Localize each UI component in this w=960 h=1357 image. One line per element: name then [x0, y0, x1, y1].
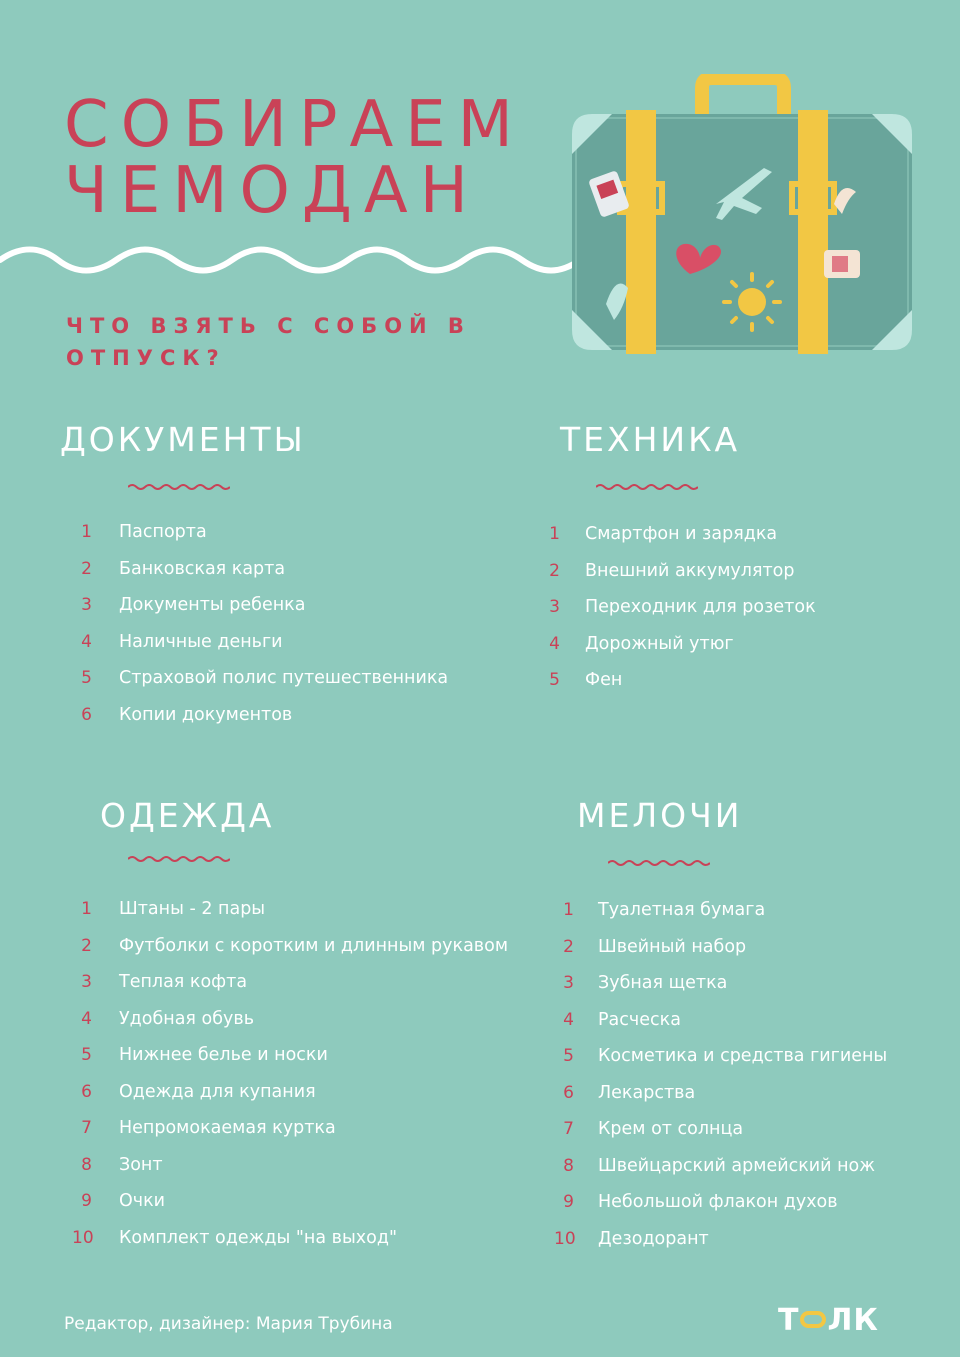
item-number: 8	[81, 1154, 92, 1175]
item-text: Косметика и средства гигиены	[598, 1046, 888, 1066]
list-item	[72, 595, 512, 632]
item-number: 6	[81, 704, 92, 725]
logo-letters-right: ЛК	[827, 1303, 879, 1338]
item-text: Футболки с коротким и длинным рукавом	[119, 935, 509, 956]
item-text: Копии документов	[119, 704, 293, 725]
item-text: Лекарства	[598, 1082, 696, 1103]
list-item	[72, 1155, 522, 1192]
list-item	[540, 524, 940, 561]
item-text: Комплект одежды "на выход"	[119, 1227, 397, 1248]
item-number: 3	[81, 972, 92, 992]
list-item	[540, 561, 940, 598]
list-item	[72, 559, 512, 596]
tech-section	[560, 420, 740, 459]
list-item	[540, 597, 940, 634]
list-item	[72, 632, 512, 669]
item-number: 2	[81, 558, 92, 579]
misc-heading: МЕЛОЧИ	[577, 796, 743, 835]
item-number: 3	[81, 595, 92, 615]
item-number: 1	[563, 900, 574, 920]
item-number: 1	[81, 899, 92, 919]
tech-underline	[596, 482, 698, 492]
item-text: Швейцарский армейский нож	[598, 1155, 876, 1176]
title-line-1: СОБИРАЕМ	[64, 88, 525, 162]
item-number: 9	[81, 1191, 92, 1211]
clothes-list	[72, 899, 522, 1264]
list-item	[72, 1045, 522, 1082]
tech-list	[540, 524, 940, 707]
item-number: 4	[81, 1008, 92, 1029]
item-text: Крем от солнца	[598, 1119, 744, 1139]
item-text: Очки	[119, 1191, 166, 1211]
list-item	[72, 899, 522, 936]
item-text: Переходник для розеток	[585, 597, 816, 617]
item-text: Теплая кофта	[119, 972, 248, 992]
list-item	[554, 1046, 954, 1083]
list-item	[554, 1010, 954, 1047]
item-text: Нижнее белье и носки	[119, 1045, 328, 1065]
item-text: Банковская карта	[119, 558, 286, 579]
item-text: Небольшой флакон духов	[598, 1192, 838, 1212]
clothes-underline	[128, 854, 230, 864]
list-item	[72, 705, 512, 742]
documents-list	[72, 522, 512, 741]
item-number: 6	[563, 1082, 574, 1103]
list-item	[554, 1156, 954, 1193]
list-item	[72, 972, 522, 1009]
list-item	[72, 1118, 522, 1155]
list-item	[72, 936, 522, 973]
documents-underline	[128, 482, 230, 492]
item-text: Непромокаемая куртка	[119, 1118, 336, 1138]
item-number: 1	[81, 522, 92, 542]
misc-list	[554, 900, 954, 1265]
item-number: 4	[563, 1009, 574, 1030]
footer-credits: Редактор, дизайнер: Мария Трубина	[64, 1314, 393, 1334]
item-text: Одежда для купания	[119, 1081, 316, 1102]
item-text: Документы ребенка	[119, 595, 306, 615]
misc-section	[577, 796, 742, 835]
clothes-section	[100, 796, 275, 835]
item-number: 2	[81, 935, 92, 956]
item-number: 5	[563, 1046, 574, 1066]
item-number: 8	[563, 1155, 574, 1176]
suitcase-illustration	[566, 74, 922, 354]
item-number: 5	[81, 1045, 92, 1065]
item-text: Паспорта	[119, 522, 207, 542]
item-number: 3	[549, 597, 560, 617]
logo-letter-left: Т	[778, 1303, 800, 1338]
title-line-2: ЧЕМОДАН	[64, 154, 480, 228]
list-item	[554, 1119, 954, 1156]
logo-ring	[800, 1311, 826, 1328]
list-item	[554, 937, 954, 974]
item-number: 3	[563, 973, 574, 993]
item-text: Штаны - 2 пары	[119, 899, 266, 919]
tolk-logo	[778, 1303, 879, 1338]
item-text: Зонт	[119, 1154, 163, 1175]
item-text: Расческа	[598, 1009, 681, 1030]
item-text: Страховой полис путешественника	[119, 668, 449, 688]
item-number: 7	[563, 1119, 574, 1139]
item-text: Смартфон и зарядка	[585, 524, 778, 544]
list-item	[554, 1192, 954, 1229]
item-number: 10	[554, 1228, 576, 1249]
clothes-heading: ОДЕЖДА	[100, 796, 275, 835]
item-number: 7	[81, 1118, 92, 1138]
item-number: 1	[549, 524, 560, 544]
item-text: Внешний аккумулятор	[585, 560, 795, 581]
item-number: 2	[563, 936, 574, 957]
wave-divider	[0, 244, 580, 290]
list-item	[540, 670, 940, 707]
item-number: 6	[81, 1081, 92, 1102]
item-number: 10	[72, 1227, 94, 1248]
list-item	[72, 1009, 522, 1046]
item-number: 2	[549, 560, 560, 581]
item-text: Дорожный утюг	[585, 633, 734, 654]
item-text: Зубная щетка	[598, 973, 728, 993]
list-item	[72, 1082, 522, 1119]
list-item	[554, 1229, 954, 1266]
misc-underline	[608, 858, 710, 868]
item-text: Наличные деньги	[119, 631, 283, 652]
list-item	[72, 522, 512, 559]
list-item	[540, 634, 940, 671]
item-number: 4	[549, 633, 560, 654]
item-number: 5	[549, 670, 560, 690]
page-subtitle: ЧТО ВЗЯТЬ С СОБОЙ В ОТПУСК?	[66, 314, 471, 370]
item-number: 4	[81, 631, 92, 652]
item-text: Удобная обувь	[119, 1008, 255, 1029]
item-text: Туалетная бумага	[598, 900, 766, 920]
item-text: Фен	[585, 670, 623, 690]
list-item	[72, 668, 512, 705]
list-item	[554, 1083, 954, 1120]
item-number: 5	[81, 668, 92, 688]
page-title	[64, 88, 525, 228]
list-item	[72, 1228, 522, 1265]
list-item	[72, 1191, 522, 1228]
item-text: Дезодорант	[598, 1228, 709, 1249]
list-item	[554, 900, 954, 937]
list-item	[554, 973, 954, 1010]
tech-heading: ТЕХНИКА	[560, 420, 741, 459]
documents-section	[60, 420, 306, 459]
documents-heading: ДОКУМЕНТЫ	[60, 420, 306, 459]
item-text: Швейный набор	[598, 936, 747, 957]
item-number: 9	[563, 1192, 574, 1212]
